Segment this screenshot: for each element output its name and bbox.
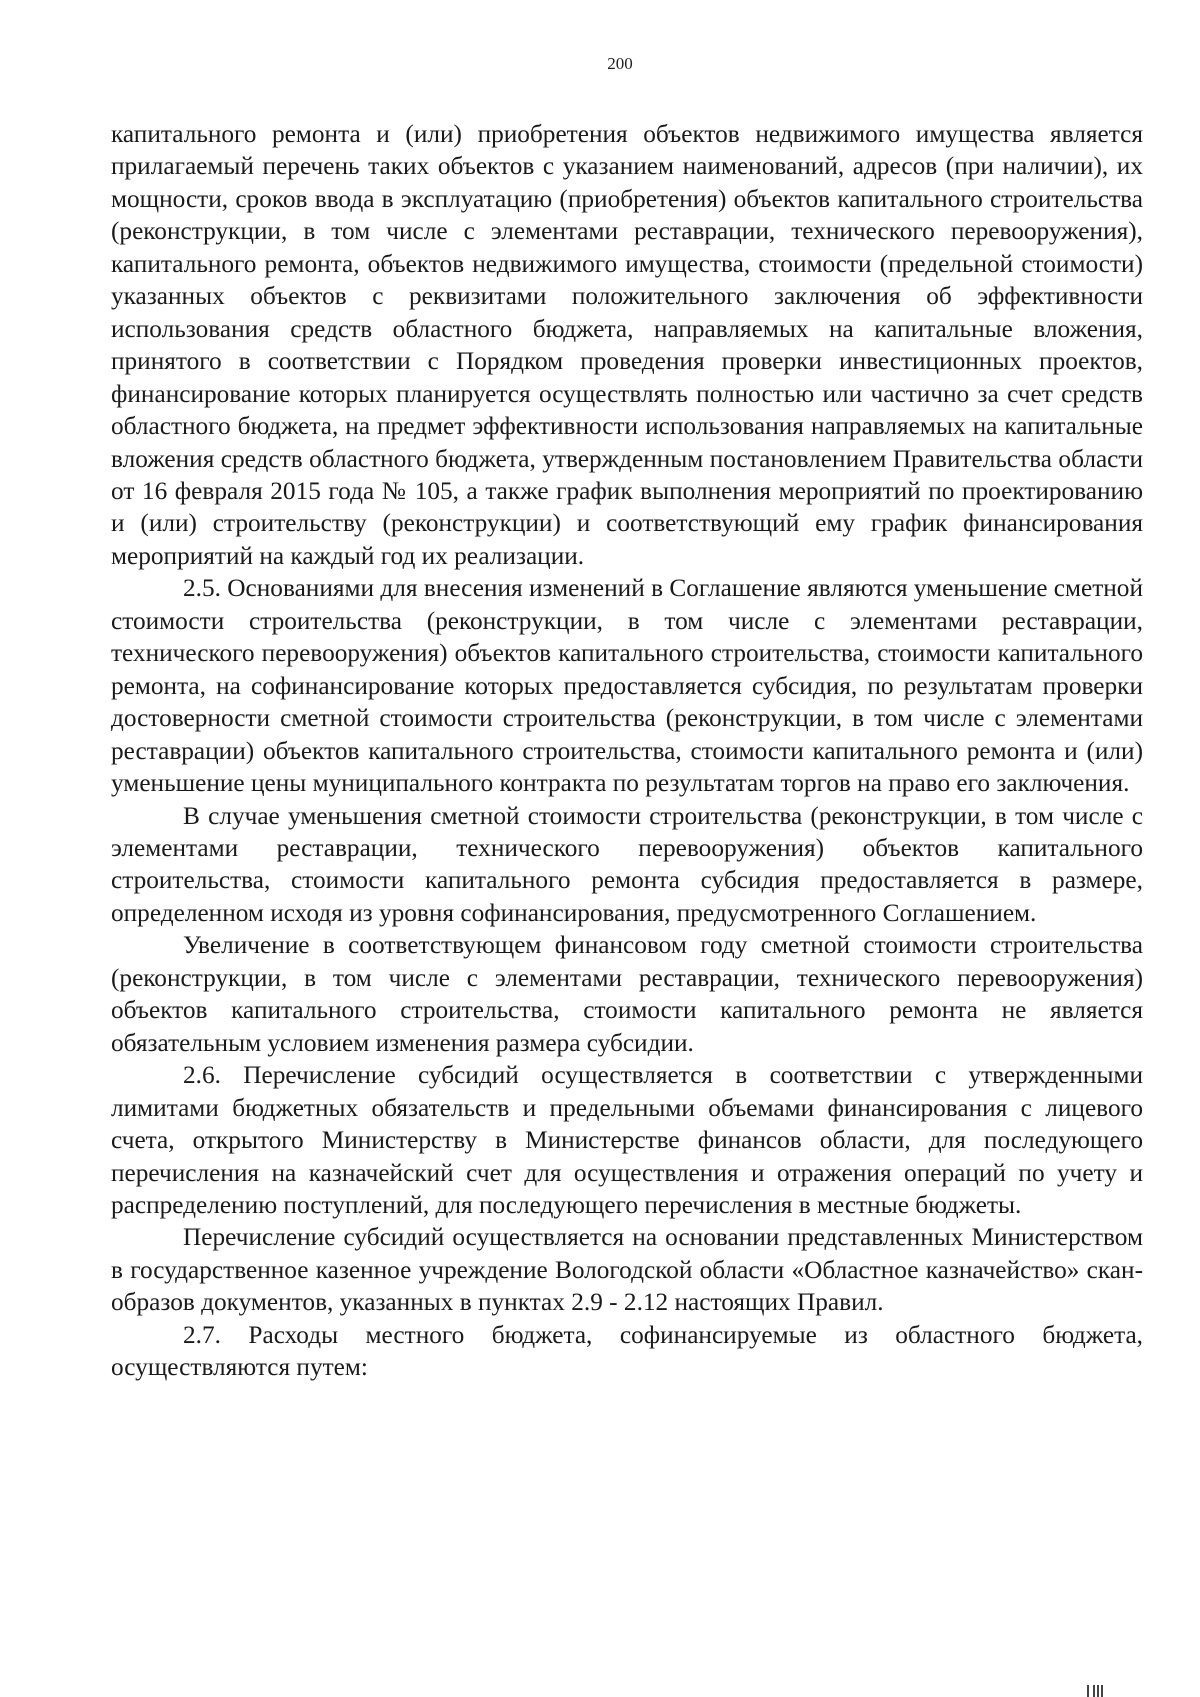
paragraph-2-7: 2.7. Расходы местного бюджета, софинансируемые из областного бюджета, осуществляются путем: (111, 1320, 1143, 1382)
paragraph-transfer-basis: Перечисление субсидий осуществляется на основании представленных Министерством в государственное казенное учреждение Вологодской области «Областное казначейство» скан-образов документов, указанных в пунктах 2.9 - 2.12 настоящих Правил. (111, 1223, 1143, 1317)
document-body (111, 118, 1143, 1384)
paragraph-2-5: 2.5. Основаниями для внесения изменений в Соглашение являются уменьшение сметной стоимости строительства (реконструкции, в том числе с элементами реставрации, технического перевооружения) объектов капитального строительства, стоимости капитального ремонта, на софинансирование которых предоставляется субсидия, по результатам проверки достоверности сметной стоимости строительства (реконструкции, в том числе с элементами реставрации) объектов капитального строительства, стоимости капитального ремонта и (или) уменьшение цены муниципального контракта по результатам торгов на право его заключения. (111, 574, 1143, 798)
paragraph-increase-case: Увеличение в соответствующем финансовом году сметной стоимости строительства (реконструкции, в том числе с элементами реставрации, технического перевооружения) объектов капитального строительства, стоимости капитального ремонта не является обязательным условием изменения размера субсидии. (111, 931, 1143, 1057)
paragraph-2-6: 2.6. Перечисление субсидий осуществляется в соответствии с утвержденными лимитами бюджетных обязательств и предельными объемами финансирования с лицевого счета, открытого Министерству в Министерстве финансов области, для последующего перечисления на казначейский счет для осуществления и отражения операций по учету и распределению поступлений, для последующего перечисления в местные бюджеты. (111, 1061, 1143, 1219)
paragraph-reduction-case: В случае уменьшения сметной стоимости строительства (реконструкции, в том числе с элементами реставрации, технического перевооружения) объектов капитального строительства, стоимости капитального ремонта субсидия предоставляется в размере, определенном исходя из уровня софинансирования, предусмотренного Соглашением. (111, 801, 1143, 927)
scan-barcode-mark (1087, 1683, 1117, 1697)
page-number: 200 (607, 54, 633, 73)
paragraph-continuation: капитального ремонта и (или) приобретения объектов недвижимого имущества является прилагаемый перечень таких объектов с указанием наименований, адресов (при наличии), их мощности, сроков ввода в эксплуатацию (приобретения) объектов капитального строительства (реконструкции, в том числе с элементами реставрации, технического перевооружения), капитального ремонта, объектов недвижимого имущества, стоимости (предельной стоимости) указанных объектов с реквизитами положительного заключения об эффективности использования средств областного бюджета, направляемых на капитальные вложения, принятого в соответствии с Порядком проведения проверки инвестиционных проектов, финансирование которых планируется осуществлять полностью или частично за счет средств областного бюджета, на предмет эффективности использования направляемых на капитальные вложения средств областного бюджета, утвержденным постановлением Правительства области от 16 февраля 2015 года № 105, а также график выполнения мероприятий по проектированию и (или) строительству (реконструкции) и соответствующий ему график финансирования мероприятий на каждый год их реализации. (111, 120, 1143, 570)
